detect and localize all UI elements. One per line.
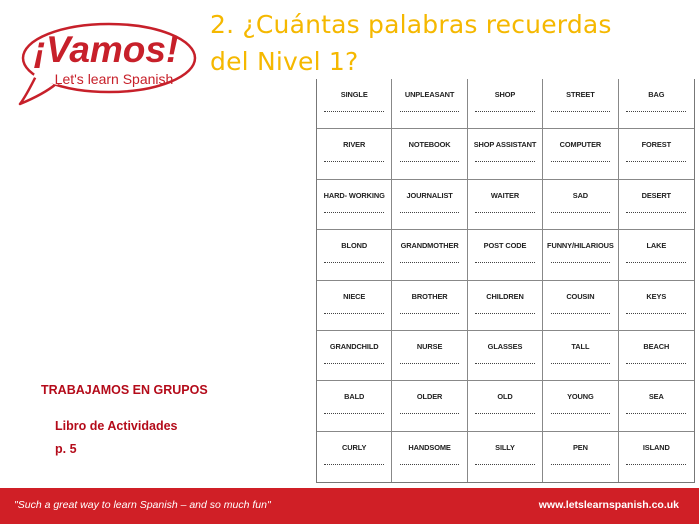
vocab-cell [619, 281, 694, 331]
answer-line [626, 463, 686, 465]
vocab-cell [619, 432, 694, 482]
answer-line [324, 362, 384, 364]
vocab-cell [468, 331, 543, 381]
answer-line [551, 463, 611, 465]
answer-line [626, 261, 686, 263]
answer-line [551, 412, 611, 414]
vocab-word: BALD [344, 392, 365, 402]
vocab-cell [543, 129, 618, 179]
vocab-word: NIECE [343, 291, 366, 301]
vamos-logo [14, 18, 204, 106]
answer-line [551, 160, 611, 162]
footer-url: www.letslearnspanish.co.uk [538, 499, 679, 511]
vocab-cell [468, 381, 543, 431]
answer-line [400, 110, 460, 112]
vocab-cell [317, 180, 392, 230]
answer-line [475, 412, 535, 414]
vocab-cell [468, 180, 543, 230]
vocab-word: GRANDCHILD [329, 341, 379, 351]
answer-line [400, 261, 460, 263]
vocab-word: BAG [648, 90, 665, 99]
vocab-cell [392, 381, 467, 431]
vocab-cell [468, 129, 543, 179]
vocab-cell [468, 230, 543, 280]
vocab-word: NOTEBOOK [408, 140, 451, 150]
answer-line [551, 110, 611, 112]
vocab-word: LAKE [646, 241, 667, 251]
answer-line [324, 412, 384, 414]
vocab-word: HANDSOME [408, 442, 451, 452]
vocab-cell [392, 180, 467, 230]
vocab-word: STREET [566, 90, 595, 99]
vocab-word: COUSIN [566, 291, 595, 301]
vocabulary-grid [316, 79, 695, 483]
answer-line [400, 160, 460, 162]
vocab-cell [468, 281, 543, 331]
answer-line [324, 312, 384, 314]
answer-line [626, 412, 686, 414]
answer-line [400, 463, 460, 465]
vocab-word: BROTHER [411, 291, 448, 301]
vocab-word: WAITER [490, 190, 520, 200]
vocab-word: DESERT [641, 190, 671, 200]
vocab-cell [392, 432, 467, 482]
vocab-word: OLD [497, 392, 513, 402]
footer-bar [0, 488, 699, 524]
answer-line [551, 362, 611, 364]
vocab-cell [543, 79, 618, 129]
vocab-cell [543, 381, 618, 431]
vocab-word: BLOND [341, 241, 368, 251]
page-number-label: p. 5 [55, 442, 77, 456]
vocab-word: OLDER [416, 392, 443, 402]
answer-line [324, 463, 384, 465]
vocab-word: SHOP ASSISTANT [473, 140, 537, 150]
vocab-word: YOUNG [567, 392, 594, 402]
vocab-word: GRANDMOTHER [400, 241, 459, 251]
vocab-cell [392, 281, 467, 331]
vocab-cell [392, 331, 467, 381]
answer-line [324, 211, 384, 213]
vocab-cell [317, 331, 392, 381]
answer-line [400, 312, 460, 314]
answer-line [475, 362, 535, 364]
activity-book-label: Libro de Actividades [55, 419, 178, 433]
vocab-cell [317, 381, 392, 431]
vocab-cell [543, 230, 618, 280]
vocab-word: PEN [572, 442, 588, 452]
answer-line [626, 160, 686, 162]
answer-line [475, 211, 535, 213]
footer-quote: "Such a great way to learn Spanish – and so much fun" [14, 499, 271, 511]
vocab-word: COMPUTER [559, 140, 602, 150]
answer-line [626, 110, 686, 112]
answer-line [626, 312, 686, 314]
vocab-word: SAD [572, 190, 589, 200]
vocab-word: POST CODE [483, 241, 527, 251]
answer-line [475, 160, 535, 162]
answer-line [551, 261, 611, 263]
vocab-word: SILLY [495, 442, 515, 452]
answer-line [400, 362, 460, 364]
answer-line [551, 312, 611, 314]
vocab-word: TALL [571, 341, 590, 351]
answer-line [324, 160, 384, 162]
vocab-cell [468, 79, 543, 129]
answer-line [475, 312, 535, 314]
vocab-cell [543, 281, 618, 331]
answer-line [400, 412, 460, 414]
answer-line [400, 211, 460, 213]
vocab-word: FUNNY/HILARIOUS [547, 241, 614, 251]
vocab-word: SEA [648, 392, 664, 402]
vocab-cell [619, 230, 694, 280]
vocab-word: NURSE [416, 341, 443, 351]
answer-line [324, 110, 384, 112]
vocab-word: HARD- WORKING [323, 190, 385, 200]
vocab-cell [317, 230, 392, 280]
group-work-heading: TRABAJAMOS EN GRUPOS [41, 383, 208, 397]
logo-sub-text: Let's learn Spanish [54, 71, 174, 87]
vocab-cell [619, 381, 694, 431]
vocab-cell [317, 281, 392, 331]
vocab-cell [392, 129, 467, 179]
vocab-word: JOURNALIST [406, 190, 453, 200]
answer-line [551, 211, 611, 213]
vocab-word: SHOP [494, 90, 516, 99]
vocab-word: CURLY [342, 442, 367, 452]
vocab-cell [392, 230, 467, 280]
vocab-cell [468, 432, 543, 482]
vocab-word: FOREST [641, 140, 671, 150]
vocab-word: BEACH [643, 341, 670, 351]
vocab-cell [317, 129, 392, 179]
vocab-cell [619, 331, 694, 381]
title-line-2: del Nivel 1? [210, 47, 359, 76]
answer-line [475, 110, 535, 112]
answer-line [475, 261, 535, 263]
answer-line [626, 211, 686, 213]
logo-main-text: ¡Vamos! [33, 29, 179, 70]
vocab-word: SINGLE [340, 90, 368, 99]
answer-line [626, 362, 686, 364]
answer-line [475, 463, 535, 465]
vocab-word: UNPLEASANT [404, 90, 455, 99]
page-title [210, 6, 699, 80]
vocab-word: RIVER [343, 140, 366, 150]
vocab-cell [543, 331, 618, 381]
vocab-word: KEYS [646, 291, 667, 301]
vocab-cell [543, 432, 618, 482]
vocab-word: CHILDREN [486, 291, 524, 301]
title-line-1: 2. ¿Cuántas palabras recuerdas [210, 10, 612, 39]
answer-line [324, 261, 384, 263]
vocab-word: GLASSES [487, 341, 523, 351]
vocab-cell [392, 79, 467, 129]
vocab-cell [317, 432, 392, 482]
vocab-cell [619, 79, 694, 129]
vocab-cell [317, 79, 392, 129]
vocab-word: ISLAND [642, 442, 670, 452]
vocab-cell [619, 180, 694, 230]
vocab-cell [619, 129, 694, 179]
vocab-cell [543, 180, 618, 230]
